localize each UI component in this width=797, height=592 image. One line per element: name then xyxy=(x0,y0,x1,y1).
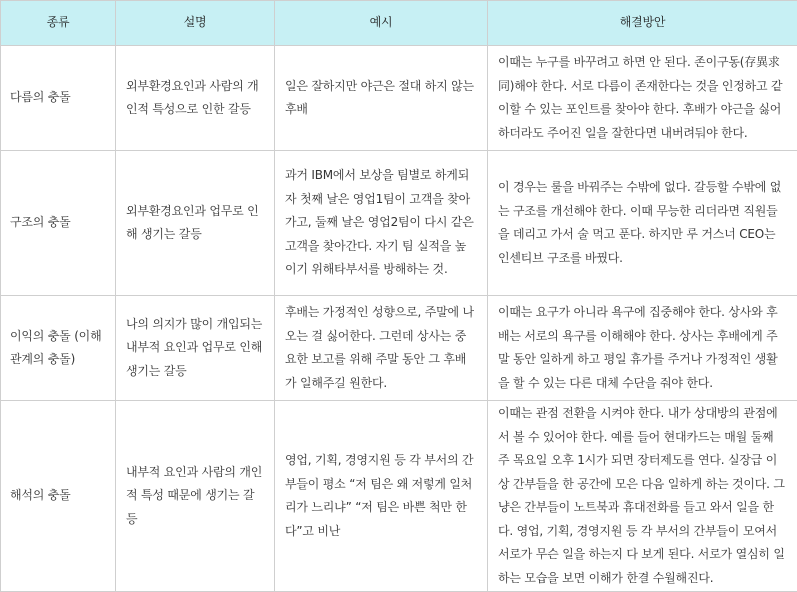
type-cell: 구조의 충돌 xyxy=(1,151,116,296)
example-cell: 후배는 가정적인 성향으로, 주말에 나오는 걸 싫어한다. 그런데 상사는 중요한 보고를 위해 주말 동안 그 후배가 일해주길 원한다. xyxy=(275,296,488,401)
table-row xyxy=(1,46,797,151)
header-description: 설명 xyxy=(116,1,275,46)
description-cell: 내부적 요인과 사람의 개인적 특성 때문에 생기는 갈등 xyxy=(116,401,275,592)
type-cell: 해석의 충돌 xyxy=(1,401,116,592)
example-cell: 과거 IBM에서 보상을 팀별로 하게되자 첫째 날은 영업1팀이 고객을 찾아가고, 둘째 날은 영업2팀이 다시 같은 고객을 찾아간다. 자기 팀 실적을 높이기 위해타부서를 방해하는 것. xyxy=(275,151,488,296)
description-cell: 나의 의지가 많이 개입되는 내부적 요인과 업무로 인해 생기는 갈등 xyxy=(116,296,275,401)
description-cell: 외부환경요인과 업무로 인해 생기는 갈등 xyxy=(116,151,275,296)
type-cell: 다름의 충돌 xyxy=(1,46,116,151)
description-cell: 외부환경요인과 사람의 개인적 특성으로 인한 갈등 xyxy=(116,46,275,151)
solution-cell: 이때는 관점 전환을 시켜야 한다. 내가 상대방의 관점에서 볼 수 있어야 한다. 예를 들어 현대카드는 매월 둘째 주 목요일 오후 1시가 되면 장터제도를 연다. 실장급 이상 간부들을 한 공간에 모은 다음 일하게 하는 것이다. 그냥은 간부들이 노트북과 휴대전화를 들고 와서 일을 한다. 영업, 기획, 경영지원 등 각 부서의 간부들이 모여서 서로가 무슨 일을 하는지 다 보게 된다. 서로가 열심히 일하는 모습을 보면 이해가 한결 수월해진다. xyxy=(488,401,797,592)
type-cell: 이익의 충돌 (이해관계의 충돌) xyxy=(1,296,116,401)
header-example: 예시 xyxy=(275,1,488,46)
table-row xyxy=(1,151,797,296)
example-cell: 일은 잘하지만 야근은 절대 하지 않는 후배 xyxy=(275,46,488,151)
table-row xyxy=(1,401,797,592)
example-cell: 영업, 기획, 경영지원 등 각 부서의 간부들이 평소 “저 팀은 왜 저렇게 일처리가 느리냐” “저 팀은 바쁜 척만 한다”고 비난 xyxy=(275,401,488,592)
header-solution: 해결방안 xyxy=(488,1,797,46)
solution-cell: 이때는 누구를 바꾸려고 하면 안 된다. 존이구동(存異求同)해야 한다. 서로 다름이 존재한다는 것을 인정하고 같이할 수 있는 포인트를 찾아야 한다. 후배가 야근을 싫어하더라도 주어진 일을 잘한다면 내버려둬야 한다. xyxy=(488,46,797,151)
header-type: 종류 xyxy=(1,1,116,46)
table-row xyxy=(1,296,797,401)
header-row xyxy=(1,1,797,46)
solution-cell: 이 경우는 룰을 바꿔주는 수밖에 없다. 갈등할 수밖에 없는 구조를 개선해야 한다. 이때 무능한 리더라면 직원들을 데리고 가서 술 먹고 푼다. 하지만 루 거스너 CEO는 인센티브 구조를 바꿨다. xyxy=(488,151,797,296)
solution-cell: 이때는 요구가 아니라 욕구에 집중해야 한다. 상사와 후배는 서로의 욕구를 이해해야 한다. 상사는 후배에게 주말 동안 일하게 하고 평일 휴가를 주거나 가정적인 생활을 할 수 있는 다른 대체 수단을 줘야 한다. xyxy=(488,296,797,401)
